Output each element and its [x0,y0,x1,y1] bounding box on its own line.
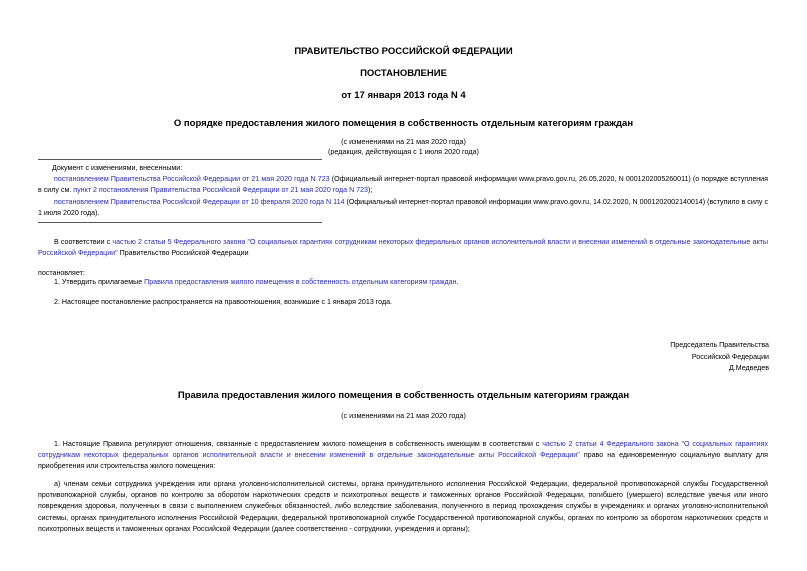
date-number-heading: от 17 января 2013 года N 4 [341,90,466,101]
rules-paragraph-a: а) членам семьи сотрудника учреждения или органа уголовно-исполнительной системы, органа принудительного исполнения Российской Федерации, федеральной противопожарной службы Государственной противопожарной службы, органов по контролю за оборотом наркотических средств и психотропных веществ и таможенных органов Российской Федерации, погибшего (умершего) вследствие увечья или иного повреждения здоровья, полученных в связи с выполнением служебных обязанностей, либо вследствие заболевания, полученного в период прохождения службы в учреждениях и органах уголовно-исполнительной системы, органах принудительного исполнения Российской Федерации, федеральной противопожарной службе Государственной противопожарной службы, органах по контролю за оборотом наркотических средств и психотропных веществ и таможенных органах Российской Федерации (далее соответственно - сотрудники, учреждения и органы); [38,480,768,533]
changes-note: (с изменениями на 21 мая 2020 года) [341,137,466,146]
signature-name: Д.Медведев [728,364,769,372]
point-1: 1. Утвердить прилагаемые Правила предоставления жилого помещения в собственность отдельным категориям граждан. [54,278,459,286]
signature-position: Председатель Правительства [670,341,769,349]
amendments-intro: Документ с изменениями, внесенными: [52,164,183,172]
signature-block [569,340,769,375]
edition-note: (редакция, действующая с 1 июля 2020 года) [328,147,479,156]
top-divider [38,159,322,160]
rules-changes-note: (с изменениями на 21 мая 2020 года) [341,411,466,420]
amendment-item-1: постановлением Правительства Российской Федерации от 21 мая 2020 года N 723 (Официальный интернет-портал правовой информации www.pravo.gov.ru, 26.05.2020, N 0001202005260011) (о порядке вступления в силу см. пункт 2 постановления Правительства Российской Федерации от 21 мая 2020 года N 723); [38,175,768,195]
rules-title: Правила предоставления жилого помещения в собственность отдельным категориям граждан [177,390,630,401]
amendment-item-2: постановлением Правительства Российской Федерации от 10 февраля 2020 года N 114 (Официальный интернет-портал правовой информации www.pravo.gov.ru, 14.02.2020, N 0001202002140014) (вступило в силу с 1 июля 2020 года). [38,198,769,218]
rules-link[interactable]: Правила предоставления жилого помещения в собственность отдельным категориям граждан [144,278,457,286]
government-heading: ПРАВИТЕЛЬСТВО РОССИЙСКОЙ ФЕДЕРАЦИИ [294,46,513,57]
amendment-1-link[interactable]: постановлением Правительства Российской Федерации от 21 мая 2020 года N 723 [54,175,330,183]
signature-org: Российской Федерации [691,352,769,361]
rules-law-link[interactable]: частью 2 статьи 4 Федерального закона "О социальных гарантиях сотрудникам некоторых федеральных органов исполнительной власти и внесении изменений в отдельные законодательные акты Российской Федерации" [38,440,768,460]
point-2: 2. Настоящее постановление распространяется на правоотношения, возникшие с 1 января 2013 года. [54,298,393,306]
rules-paragraph-1: 1. Настоящие Правила регулируют отношения, связанные с предоставлением жилого помещения в собственность имеющим в соответствии с частью 2 статьи 4 Федерального закона "О социальных гарантиях сотрудникам некоторых федеральных органов исполнительной власти и внесении изменений в отдельные законодательные акты Российской Федерации" право на единовременную социальную выплату для приобретения или строительства жилого помещения: [38,440,768,471]
preamble-law-link[interactable]: частью 2 статьи 5 Федерального закона "О социальных гарантиях сотрудникам некоторых федеральных органов исполнительной власти и внесении изменений в отдельные законодательные акты Российской Федерации" [38,238,769,258]
doc-type-heading: ПОСТАНОВЛЕНИЕ [360,68,447,79]
amendment-2-link[interactable]: постановлением Правительства Российской Федерации от 10 февраля 2020 года N 114 [54,198,345,206]
amendment-1-point-link[interactable]: пункт 2 постановления Правительства Российской Федерации от 21 мая 2020 года N 723 [73,186,369,195]
bottom-divider [38,222,322,223]
decree-word: постановляет: [38,269,85,277]
document-title: О порядке предоставления жилого помещения в собственность отдельным категориям граждан [173,118,634,129]
preamble-paragraph: В соответствии с частью 2 статьи 5 Федерального закона "О социальных гарантиях сотрудникам некоторых федеральных органов исполнительной власти и внесении изменений в отдельные законодательные акты Российской Федерации" Правительство Российской Федерации [38,238,769,258]
